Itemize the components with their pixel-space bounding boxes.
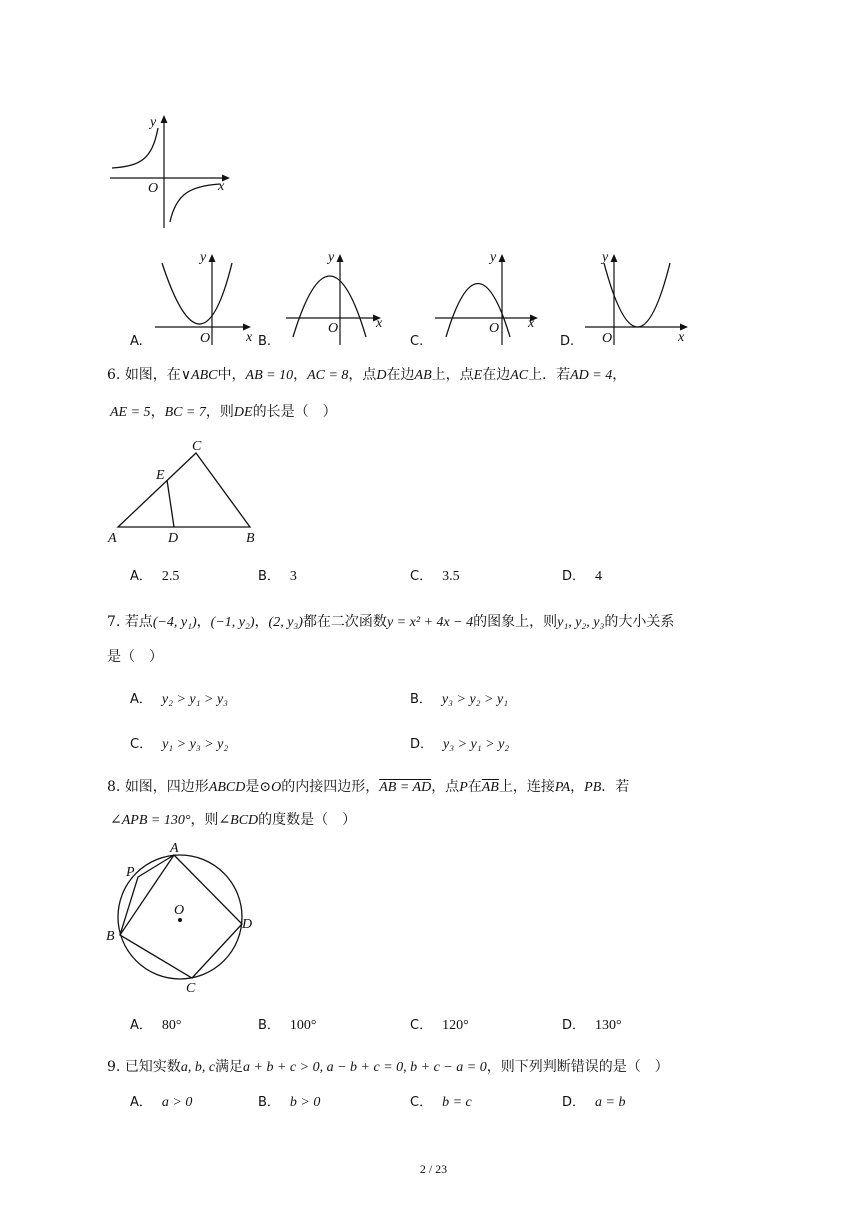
question-number: 8. xyxy=(107,779,121,795)
x-axis-label: x xyxy=(678,330,685,345)
q9-option-c[interactable]: C． b = c xyxy=(410,1095,472,1110)
y-axis-label: y xyxy=(150,115,157,130)
origin-label: O xyxy=(328,321,339,336)
q7-option-c[interactable]: C． y₁ > y₃ > y₂ xyxy=(130,737,229,752)
origin-label: O xyxy=(200,331,211,346)
question-7-line-1: 7. 若点(−4, y₁)，(−1, y₂)，(2, y₃)都在二次函数y = x² + 4x − 4的图象上，则y₁, y₂, y₃的大小关系 xyxy=(107,614,675,630)
triangle-figure xyxy=(100,435,270,550)
q7-option-a[interactable]: A． y₂ > y₁ > y₃ xyxy=(130,692,229,707)
option-graph-a xyxy=(130,245,260,350)
q6-option-b[interactable]: B． 3 xyxy=(258,569,297,584)
x-axis-label: x xyxy=(218,179,225,194)
circle-quadrilateral-figure xyxy=(100,840,270,1000)
q8-option-b[interactable]: B． 100° xyxy=(258,1018,317,1033)
question-number: 7. xyxy=(107,614,121,630)
question-8-line-1: 8. 如图，四边形ABCD是⊙O的内接四边形，AB = AD，点P在$\overline{AB}$上，连接PA，PB．若 xyxy=(107,779,630,795)
q9-option-d[interactable]: D． a = b xyxy=(562,1095,626,1110)
option-label: D. xyxy=(560,334,575,349)
q7-option-d[interactable]: D． y₃ > y₁ > y₂ xyxy=(410,737,510,752)
q8-option-a[interactable]: A． 80° xyxy=(130,1018,182,1033)
point-label-a: A xyxy=(108,531,117,546)
hyperbola-graph xyxy=(100,110,240,235)
option-graph-d xyxy=(560,245,700,350)
option-label: B. xyxy=(258,334,272,349)
option-label: A. xyxy=(130,334,143,349)
option-graph-c xyxy=(410,245,550,350)
origin-label: O xyxy=(489,321,500,336)
y-axis-label: y xyxy=(490,250,497,265)
point-label-e: E xyxy=(156,468,165,483)
question-9-line-1: 9. 已知实数a, b, c满足a + b + c > 0, a − b + c = 0, b + c − a = 0，则下列判断错误的是（ ） xyxy=(107,1059,669,1075)
q6-option-d[interactable]: D． 4 xyxy=(562,569,603,584)
point-label-d: D xyxy=(168,531,179,546)
q6-option-c[interactable]: C． 3.5 xyxy=(410,569,460,584)
point-label-b: B xyxy=(246,531,255,546)
question-number: 6. xyxy=(107,367,121,383)
q8-option-c[interactable]: C． 120° xyxy=(410,1018,469,1033)
x-axis-label: x xyxy=(246,330,253,345)
q8-option-d[interactable]: D． 130° xyxy=(562,1018,622,1033)
point-label-b: B xyxy=(106,929,115,944)
q9-option-b[interactable]: B． b > 0 xyxy=(258,1095,321,1110)
y-axis-label: y xyxy=(200,250,207,265)
origin-label: O xyxy=(602,331,613,346)
point-label-c: C xyxy=(192,439,202,454)
question-6-line-2: AE = 5，BC = 7，则DE的长是（ ） xyxy=(110,404,337,420)
x-axis-label: x xyxy=(376,316,383,331)
point-label-a: A xyxy=(170,841,179,856)
point-label-c: C xyxy=(186,981,196,996)
q6-option-a[interactable]: A． 2.5 xyxy=(130,569,180,584)
q7-option-b[interactable]: B． y₃ > y₂ > y₁ xyxy=(410,692,509,707)
q9-option-a[interactable]: A． a > 0 xyxy=(130,1095,193,1110)
option-graph-b xyxy=(258,245,398,350)
question-7-line-2: 是（ ） xyxy=(107,649,163,665)
question-number: 9. xyxy=(107,1059,121,1075)
y-axis-label: y xyxy=(602,250,609,265)
point-label-o: O xyxy=(174,903,185,918)
origin-label: O xyxy=(148,181,159,196)
point-label-p: P xyxy=(126,865,135,880)
y-axis-label: y xyxy=(328,250,335,265)
page-number: 2 / 23 xyxy=(419,1162,448,1176)
question-8-line-2: ∠APB = 130°，则∠BCD的度数是（ ） xyxy=(110,812,357,828)
point-label-d: D xyxy=(242,917,253,932)
question-6-line-1: 6. 如图，在∨ABC中，AB = 10，AC = 8，点D在边AB上，点E在边AC上．若AD = 4， xyxy=(107,367,627,383)
x-axis-label: x xyxy=(528,316,535,331)
option-label: C. xyxy=(410,334,424,349)
